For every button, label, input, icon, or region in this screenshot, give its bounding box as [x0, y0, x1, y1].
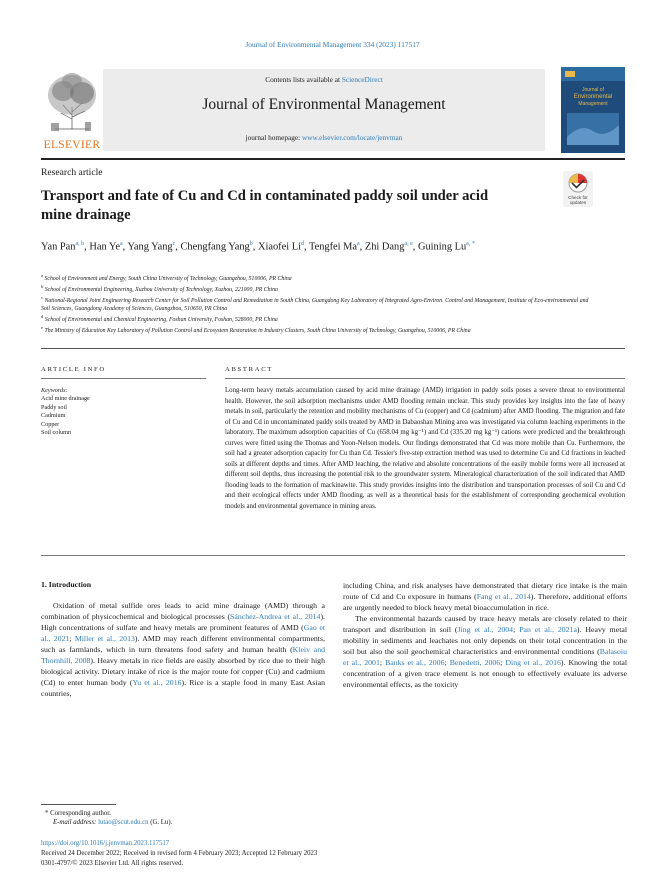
paragraph-text: The environmental hazards caused by trace heavy metals are closely related to their transport and distribution in soil ( [343, 613, 627, 634]
affiliation-key: a [41, 273, 44, 278]
body-column-right [343, 581, 627, 691]
email-line [41, 818, 172, 827]
affiliation-key: d [41, 314, 44, 320]
header-rule [41, 158, 625, 160]
section-rule [41, 348, 625, 349]
citation-link[interactable]: Banks et al., 2006 [385, 657, 445, 667]
affiliation [41, 294, 596, 313]
abstract-text: Long-term heavy metals accumulation caused by acid mine drainage (AMD) irrigation in paddy soils poses a severe threat to environmental health. However, the soil adsorption mechanisms under AMD flooding remain unclear. This study provides key insights into the fate of heavy metals in soil, particularly the retention and mobility mechanisms of Cu (copper) and Cd (cadmium) after AMD flooding. The migration and fate of Cu and Cd in uncontaminated paddy soils treated by AMD in Dabaoshan Mining area was investigated via column leaching experiments in the laboratory. The maximum adsorption capacities of Cu (658.04 mg kg⁻¹) and Cd (335.20 mg kg⁻¹) cations were predicted and the breakthrough curves were fitted using the Thomas and Yoon-Nelson models. Our findings demonstrated that Cd was more mobile than Cu. Furthermore, the soil had a greater adsorption capacity for Cu than Cd. Tessier's five-step extraction method was used to determine Cu and Cd fractions in leached soils at different depths and times. After AMD leaching, the relative and absolute concentrations of the easily mobile forms were all increased at different soil depths, thus increasing the potential risk to the groundwater system. Mineralogical characterization of the soil indicated that AMD flooding leads to the formation of mackinawite. This study provides insights into the distribution and transportation processes of soil Cu and Cd and their ecological effects under AMD flooding, as well as a theoretical basis for the establishment of corresponding geochemical evolution models and environmental governance in mining areas. [225, 387, 625, 511]
homepage-link[interactable]: www.elsevier.com/locate/jenvman [301, 133, 403, 142]
footnote-rule [41, 804, 116, 805]
citation-link[interactable]: Fang et al., 2014 [476, 591, 531, 601]
sciencedirect-link[interactable]: ScienceDirect [341, 75, 383, 84]
paragraph-text: ). AMD may reach different environmental compartments, such as farmlands, which in turn threatens food safety and human health ( [41, 633, 325, 654]
contents-prefix: Contents lists available at [265, 75, 342, 84]
affiliation-key: b [41, 284, 44, 290]
copyright: 0301-4797/© 2023 Elsevier Ltd. All rights reserved. [41, 860, 184, 867]
corresponding-author-note: * Corresponding author. [45, 810, 111, 817]
affiliation-key: e [41, 325, 44, 331]
paragraph-text: ). Therefore, additional efforts are urgently needed to block heavy metal bioaccumulation in rice. [343, 591, 627, 612]
paragraph-text: ). Heavy metals in rice fields are easily absorbed by rice due to their high biological activity. Dietary intake of rice is the major route for copper (Cu) and cadmium (Cd) to enter human body ( [41, 655, 325, 687]
journal-banner [41, 67, 625, 155]
crossmark-text-1: Check for [568, 195, 588, 200]
paragraph-text: Oxidation of metal sulfide ores leads to acid mine drainage (AMD) through a combination of physicochemical and biological processes ( [41, 601, 325, 621]
article-info-heading: ARTICLE INFO [41, 366, 106, 373]
affiliation-text: School of Environment and Energy, South China University of Technology, Guangzhou, 510006, PR China [43, 275, 292, 282]
introduction-heading: 1. Introduction [41, 580, 92, 589]
affiliation-text: School of Environmental and Chemical Engineering, Foshan University, Foshan, 528000, PR China [43, 317, 278, 324]
abstract-heading: ABSTRACT [225, 366, 274, 373]
abstract-end-rule [41, 555, 625, 556]
affiliations [41, 272, 596, 335]
abstract-rule [225, 378, 625, 379]
citation-link[interactable]: Yu et al., 2016 [132, 677, 182, 687]
author-affiliation-marker[interactable]: c [172, 241, 176, 247]
keywords-label: Keywords: [41, 387, 68, 394]
paragraph-text: ). Heavy metal mobility in sediments and leachates not only depends on their total concentration in the soil but also the soil geochemical characteristics and environmental conditions ( [343, 624, 628, 656]
email-label: E-mail address: [53, 819, 99, 827]
author-affiliation-marker[interactable]: a [119, 241, 123, 247]
elsevier-tree-logo[interactable] [41, 67, 103, 153]
keyword: Cadmium [41, 412, 66, 420]
citation-link[interactable]: Benedetti, 2006 [449, 657, 501, 667]
email-suffix: (G. Lu). [148, 819, 173, 827]
homepage-prefix: journal homepage: [245, 133, 302, 142]
affiliation-text: School of Environmental Engineering, Xuzhou University of Technology, Xuzhou, 221000, PR China [43, 286, 278, 293]
article-title: Transport and fate of Cu and Cd in contaminated paddy soil under acid mine drainage [41, 188, 489, 223]
journal-cover-image[interactable] [561, 67, 625, 153]
keyword: Soil column [41, 429, 72, 437]
paragraph-text: ). High concentrations of sulfate and heavy metals are prominent features of AMD ( [41, 611, 325, 632]
author-name[interactable]: Zhi Dang [364, 241, 405, 253]
received-dates: Received 24 December 2022; Received in revised form 4 February 2023; Accepted 12 February 2023 [41, 850, 318, 857]
paragraph-text: ). Knowing the total concentration of a given trace element is not enough to effectively evaluate its adverse environmental effects, as the toxicity [343, 657, 627, 689]
journal-homepage [103, 133, 545, 142]
affiliation-text: The Ministry of Education Key Laboratory of Pollution Control and Ecosystem Restoration in Industry Clusters, South China University of Technology, Guangzhou, 510006, PR China [43, 328, 471, 335]
author-affiliation-marker[interactable]: a, e [404, 241, 413, 247]
article-info-rule [41, 378, 206, 379]
paragraph-text: ; [513, 624, 520, 634]
footnote [41, 809, 172, 828]
cover-text-2: Environmental [573, 94, 613, 100]
paragraph-text: ). Rice is a staple food in many East Asian countries, [41, 677, 325, 698]
author-affiliation-marker[interactable]: a, b [75, 241, 85, 247]
author-name[interactable]: Xiaofei Li [257, 241, 301, 253]
author-affiliation-marker[interactable]: d [300, 241, 304, 247]
author-name[interactable]: Guining Lu [417, 241, 467, 253]
paragraph-text: ; [69, 633, 75, 643]
citation-link[interactable]: Miller et al., 2013 [74, 633, 135, 643]
author-name[interactable]: Yan Pan [41, 241, 76, 253]
cover-text-3: Management [578, 101, 608, 107]
paragraph-text: ; [379, 657, 386, 667]
body-column-left [41, 601, 325, 700]
affiliation [41, 324, 596, 335]
journal-title: Journal of Environmental Management [202, 96, 446, 113]
doi-link[interactable]: https://doi.org/10.1016/j.jenvman.2023.117517 [41, 840, 170, 847]
keyword: Copper [41, 420, 60, 428]
paragraph-text: ; [444, 657, 450, 667]
affiliation [41, 313, 596, 324]
journal-citation-line[interactable]: Journal of Environmental Management 334 (2023) 117517 [245, 40, 420, 49]
author-affiliation-marker[interactable]: a [357, 241, 360, 247]
affiliation [41, 283, 596, 294]
citation-link[interactable]: Sánchez-Andrea et al., 2014 [230, 611, 321, 621]
cover-text-1: Journal of [582, 87, 604, 93]
affiliation [41, 272, 596, 283]
citation-link[interactable]: Ding et al., 2016 [505, 657, 561, 667]
paragraph [343, 581, 627, 614]
author-name[interactable]: Chengfang Yang [180, 241, 250, 253]
paragraph-text: including China, and risk analyses have demonstrated that dietary rice intake is the main route of Cd and Cu exposure in humans ( [343, 581, 627, 601]
author-affiliation-marker[interactable]: b [249, 241, 253, 247]
contents-available [103, 75, 545, 84]
affiliation-text: National-Regional Joint Engineering Research Center for Soil Pollution Control and Remediation in South China, Guangdong Key Laboratory of Integrated Agro-Environ. Control and Management, Institute of Eco-environmental and Soil Sciences, Guangdong Academy of Sciences, Guangzhou, 510650, PR China [41, 297, 589, 313]
author-list: Yan Pan$^{a, b}$, Han Ye$^a$, Yang Yang$^c$, Chengfang Yang$^b$, Xiaofei Li$^d$, Tengfei Ma$^a$, Zhi Dang$^{a, e}$, Guining $Lu^{a, *}$ [41, 241, 475, 253]
author-name[interactable]: Yang Yang [127, 241, 173, 253]
citation-link[interactable]: Gao et al., 2021 [41, 622, 325, 643]
keyword: Paddy soil [41, 403, 67, 411]
author-name[interactable]: Tengfei Ma [308, 241, 357, 253]
author-affiliation-marker[interactable]: a, * [466, 241, 475, 247]
article-type: Research article [41, 167, 103, 178]
citation-link[interactable]: Kleiv and Thornhill, 2008 [41, 644, 325, 665]
citation-link[interactable]: Balasoiu et al., 2001 [343, 646, 627, 667]
citation-link[interactable]: Jing et al., 2004 [457, 624, 514, 634]
crossmark-text-2: updates [569, 200, 587, 205]
paragraph [343, 614, 627, 691]
doi-block [41, 839, 317, 869]
keyword: Acid mine drainage [41, 395, 90, 403]
paragraph-text: ; [500, 657, 506, 667]
affiliation-key: c [41, 295, 44, 301]
author-name[interactable]: Han Ye [89, 241, 120, 253]
email-link[interactable]: lutao@scut.edu.cn [98, 819, 149, 827]
keywords-block [41, 387, 90, 437]
elsevier-wordmark: ELSEVIER [43, 139, 101, 151]
paragraph [41, 601, 325, 700]
journal-info-box [103, 69, 545, 151]
check-for-updates-badge[interactable] [563, 171, 593, 207]
citation-link[interactable]: Pan et al., 2021a [519, 624, 577, 634]
